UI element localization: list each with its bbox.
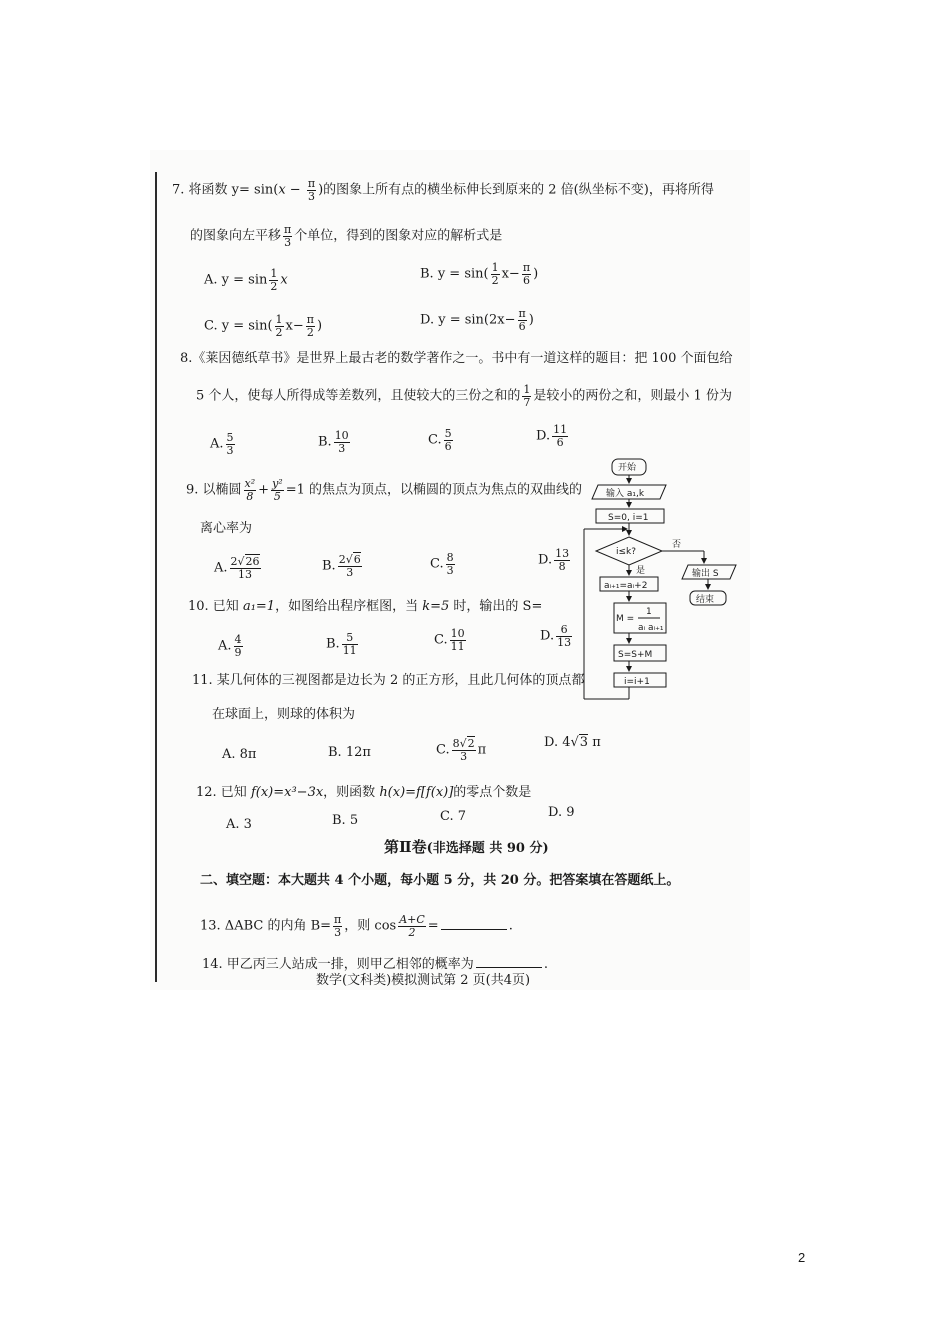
- q11-line1: 11. 某几何体的三视图都是边长为 2 的正方形，且此几何体的顶点都: [192, 673, 585, 688]
- q11-line2: 在球面上，则球的体积为: [212, 707, 356, 722]
- q14: 14. 甲乙丙三人站成一排，则甲乙相邻的概率为 .: [202, 957, 548, 972]
- page-number: 2: [798, 1250, 806, 1265]
- section2-heading: 第Ⅱ卷(非选择题 共 90 分): [384, 838, 549, 856]
- q7-frac-pi-3: $\frac{\pi}{3}$: [307, 177, 316, 203]
- q10-line1: 10. 已知 a₁=1，如图给出程序框图，当 k=5 时，输出的 S=: [188, 599, 543, 614]
- page-footer: 数学(文科类)模拟测试第 2 页(共4页): [316, 973, 531, 988]
- q8-line2: 5 个人，使每人所得成等差数列，且使较大的三份之和的 $\frac{1}{7}$ 是较小的两份之和，则最小 1 份为: [196, 383, 732, 409]
- q11-option-b: B. 12π: [328, 745, 371, 760]
- flow-step-i-label: i=i+1: [624, 677, 650, 687]
- flow-no-label: 否: [672, 540, 682, 550]
- q12-option-b: B. 5: [332, 813, 359, 828]
- section2-instructions: 二、填空题：本大题共 4 个小题，每小题 5 分，共 20 分。把答案填在答题纸上。: [200, 873, 680, 888]
- q9-line1: 9. 以椭圆 $\frac{\text{x²}}{8}$ + $\frac{\text{y²}}{5}$ =1 的焦点为顶点，以椭圆的顶点为焦点的双曲线的: [186, 477, 582, 503]
- q13: 13. ΔABC 的内角 B= $\frac{\pi}{3}$ ，则 cos $\frac{A+C}{2}$ = .: [200, 913, 513, 939]
- q9-option-b: B. $\frac{2√6}{3}$: [322, 553, 361, 579]
- flow-m-label: M =: [616, 614, 635, 624]
- flow-end-label: 结束: [696, 595, 715, 605]
- q12-option-d: D. 9: [548, 805, 575, 820]
- q7-line2-end: 个单位，得到的图象对应的解析式是: [294, 228, 503, 244]
- q10-option-b: B. $\frac{5}{11}$: [326, 631, 357, 657]
- q7-line1: [172, 178, 714, 202]
- q7-option-a: A. y = sin $\frac{1}{2}$ x: [204, 267, 288, 293]
- q9-option-c: C. $\frac{8}{3}$: [430, 551, 454, 577]
- flow-input-label: 输入 a₁,k: [606, 489, 645, 499]
- flow-init-label: S=0, i=1: [608, 513, 649, 523]
- q7-shift-frac: $\frac{\pi}{3}$: [284, 223, 292, 249]
- q11-option-a: A. 8π: [222, 747, 257, 762]
- q12-option-c: C. 7: [440, 809, 467, 824]
- q10-option-c: C. $\frac{10}{11}$: [434, 627, 465, 653]
- q10-option-d: D. $\frac{6}{13}$: [540, 623, 572, 649]
- q8-option-b: B. $\frac{10}{3}$: [318, 429, 349, 455]
- q7-minus: −: [285, 182, 305, 198]
- q8-frac-1-7: $\frac{1}{7}$: [523, 383, 531, 409]
- flow-m-denominator: aᵢ aᵢ₊₁: [638, 623, 664, 633]
- q7-option-d: D. y = sin(2x− $\frac{\pi}{6}$ ): [420, 307, 534, 333]
- q8-option-d: D. $\frac{11}{6}$: [536, 423, 568, 449]
- q12-line1: 12. 已知 f(x)=x³−3x，则函数 h(x)=f[f(x)]的零点个数是: [196, 785, 532, 800]
- q7-option-c: C. y = sin( $\frac{1}{2}$ x− $\frac{\pi}{2}$ ): [204, 313, 323, 339]
- flow-yes-label: 是: [636, 566, 646, 576]
- q7-line2: [190, 224, 502, 248]
- flow-step-s-label: S=S+M: [618, 650, 653, 660]
- q10-option-a: A. $\frac{4}{9}$: [218, 633, 242, 659]
- flow-condition-label: i≤k?: [616, 547, 637, 557]
- binding-margin-line: [155, 172, 157, 982]
- q9-option-d: D. $\frac{13}{8}$: [538, 547, 570, 573]
- q7-text: 7. 将函数 y= sin(: [172, 182, 279, 198]
- program-flowchart: [580, 455, 750, 715]
- q8-line1: 8.《莱因德纸草书》是世界上最古老的数学著作之一。书中有一道这样的题目：把 100 个面包给: [180, 351, 733, 366]
- q7-text-end: )的图象上所有点的横坐标伸长到原来的 2 倍(纵坐标不变)，再将所得: [318, 182, 714, 198]
- flow-m-numerator: 1: [646, 607, 652, 617]
- q7-var: x: [278, 182, 286, 198]
- flow-start-label: 开始: [618, 463, 637, 473]
- q11-option-d: D. 4√3 π: [544, 735, 601, 750]
- q9-line2: 离心率为: [200, 521, 253, 536]
- q8-option-a: A. $\frac{5}{3}$: [210, 431, 234, 457]
- q11-option-c: C. $\frac{8√2}{3}$ π: [436, 737, 487, 763]
- q14-answer-blank: [476, 967, 542, 968]
- q7-line2-text: 的图象向左平移: [190, 228, 282, 244]
- q9-option-a: A. $\frac{2√26}{13}$: [214, 555, 260, 581]
- q8-option-c: C. $\frac{5}{6}$: [428, 427, 452, 453]
- q7-option-b: B. y = sin( $\frac{1}{2}$ x− $\frac{\pi}{6}$ ): [420, 261, 539, 287]
- q13-answer-blank: [441, 929, 507, 930]
- flow-output-label: 输出 S: [692, 569, 719, 579]
- flow-step-a-label: aᵢ₊₁=aᵢ+2: [604, 581, 648, 591]
- q12-option-a: A. 3: [226, 817, 252, 832]
